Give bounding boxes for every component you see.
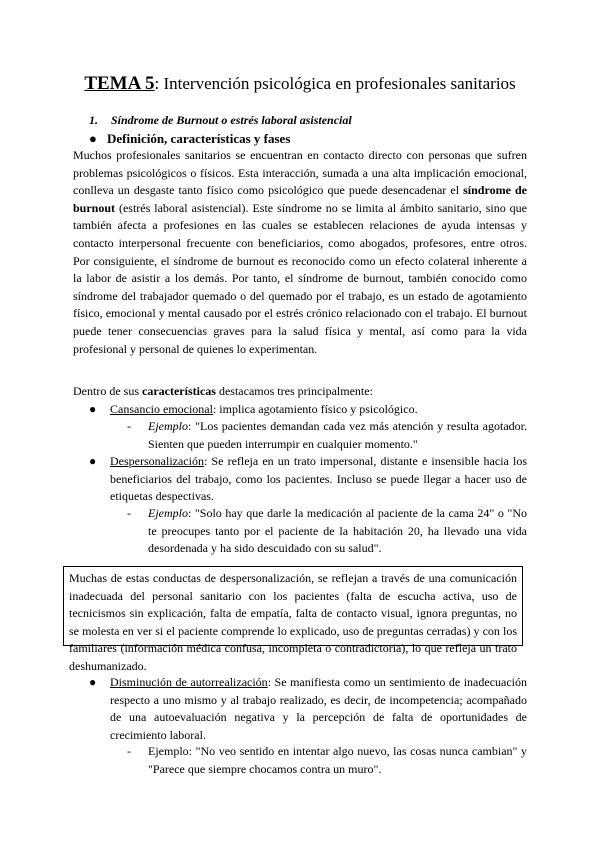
paragraph-text: destacamos tres principalmente:: [215, 384, 373, 398]
example-item: [127, 743, 527, 778]
paragraph-bold-term: características: [142, 384, 216, 398]
item-label: Disminución de autorrealización: [110, 675, 268, 689]
note-box: [63, 566, 523, 673]
example-label: Ejemplo: [148, 744, 189, 758]
item-label: Cansancio emocional: [110, 402, 213, 416]
paragraph-bold-term: síndrome de burnout: [73, 183, 527, 215]
characteristics-intro: [73, 383, 527, 401]
item-label: Despersonalización: [110, 454, 204, 468]
example-label: Ejemplo: [148, 506, 188, 520]
page-title: [0, 73, 600, 95]
list-item: [89, 453, 527, 506]
example-text: : "Solo hay que darle la medicación al paciente de la cama 24" o "No te preocupes tanto por el paciente de la habitación 20, ha llevado una vida desordenada y ha sido descuidado con su salud".: [148, 506, 527, 555]
example-label: Ejemplo: [148, 419, 188, 433]
example-text: : "Los pacientes demandan cada vez más atención y resulta agotador. Sienten que pueden interrumpir en cualquier momento.": [148, 419, 527, 451]
example-item: [127, 418, 527, 453]
example-item: [127, 505, 527, 558]
bullet-icon: ●: [89, 131, 97, 146]
dash-icon: -: [127, 744, 131, 758]
subheading: [89, 131, 290, 147]
paragraph-text: (estrés laboral asistencial). Este síndrome no se limita al ámbito sanitario, sino que también afecta a profesiones en las cuales se establecen relaciones de ayuda intensas y contacto interpersonal frecuente con beneficiarios, como abogados, profesores, entre otros. Por consiguiente, el síndrome de burnout es reconocido como un efecto colateral inherente a la labor de asistir a los demás. Por tanto, el síndrome de burnout, también conocido como síndrome del trabajador quemado o del quemado por el trabajo, es un estado de agotamiento físico, emocional y mental causado por el estrés crónico relacionado con el trabajo. El burnout puede tener consecuencias graves para la salud física y mental, así como para la vida profesional y personal de quienes lo experimentan.: [73, 200, 527, 356]
item-text: : Se refleja en un trato impersonal, distante e insensible hacia los beneficiarios del trabajo, como los pacientes. Incluso se puede llegar a hacer uso de etiquetas despectivas.: [110, 454, 527, 503]
item-text: : implica agotamiento físico y psicológico.: [212, 402, 418, 416]
list-item: [89, 674, 527, 744]
list-item: [89, 401, 527, 419]
example-text: : "No veo sentido en intentar algo nuevo, las cosas nunca cambian" y "Parece que siempre chocamos contra un muro".: [148, 744, 527, 776]
section-heading-text: Síndrome de Burnout o estrés laboral asistencial: [111, 113, 352, 127]
title-tema: TEMA 5: [84, 73, 155, 94]
dash-icon: -: [127, 419, 131, 433]
dash-icon: -: [127, 506, 131, 520]
bullet-icon: ●: [89, 675, 97, 689]
definition-paragraph: [73, 147, 527, 358]
section-heading: [89, 113, 352, 128]
paragraph-text: Dentro de sus: [73, 384, 142, 398]
item-text: : Se manifiesta como un sentimiento de inadecuación respecto a uno mismo y al trabajo realizado, es decir, de incompetencia; acompañado de una autoevaluación negativa y la percepción de falta de oportunidades de crecimiento laboral.: [110, 675, 528, 742]
subheading-text: Definición, características y fases: [107, 131, 291, 146]
title-text: : Intervención psicológica en profesionales sanitarios: [154, 74, 516, 93]
paragraph-text: Muchos profesionales sanitarios se encuentran en contacto directo con personas que sufren problemas psicológicos o físicos. Esta interacción, sumada a una alta implicación emocional, conlleva un desgaste tanto físico como psicológico que puede desencadenar el: [73, 148, 527, 198]
note-text: Muchas de estas conductas de despersonalización, se reflejan a través de una comunicación inadecuada del personal sanitario con los pacientes (falta de escucha activa, uso de tecnicismos sin explicación, falta de empatía, falta de contacto visual, ignora preguntas, no se molesta en ver si el paciente comprende lo explicado, uso de preguntas cerradas) y con los familiares (información médica confusa, incompleta o contradictoria), lo que refleja un trato deshumanizado.: [69, 571, 517, 673]
bullet-icon: ●: [89, 454, 97, 468]
section-number: 1.: [89, 113, 98, 127]
bullet-icon: ●: [89, 402, 97, 416]
